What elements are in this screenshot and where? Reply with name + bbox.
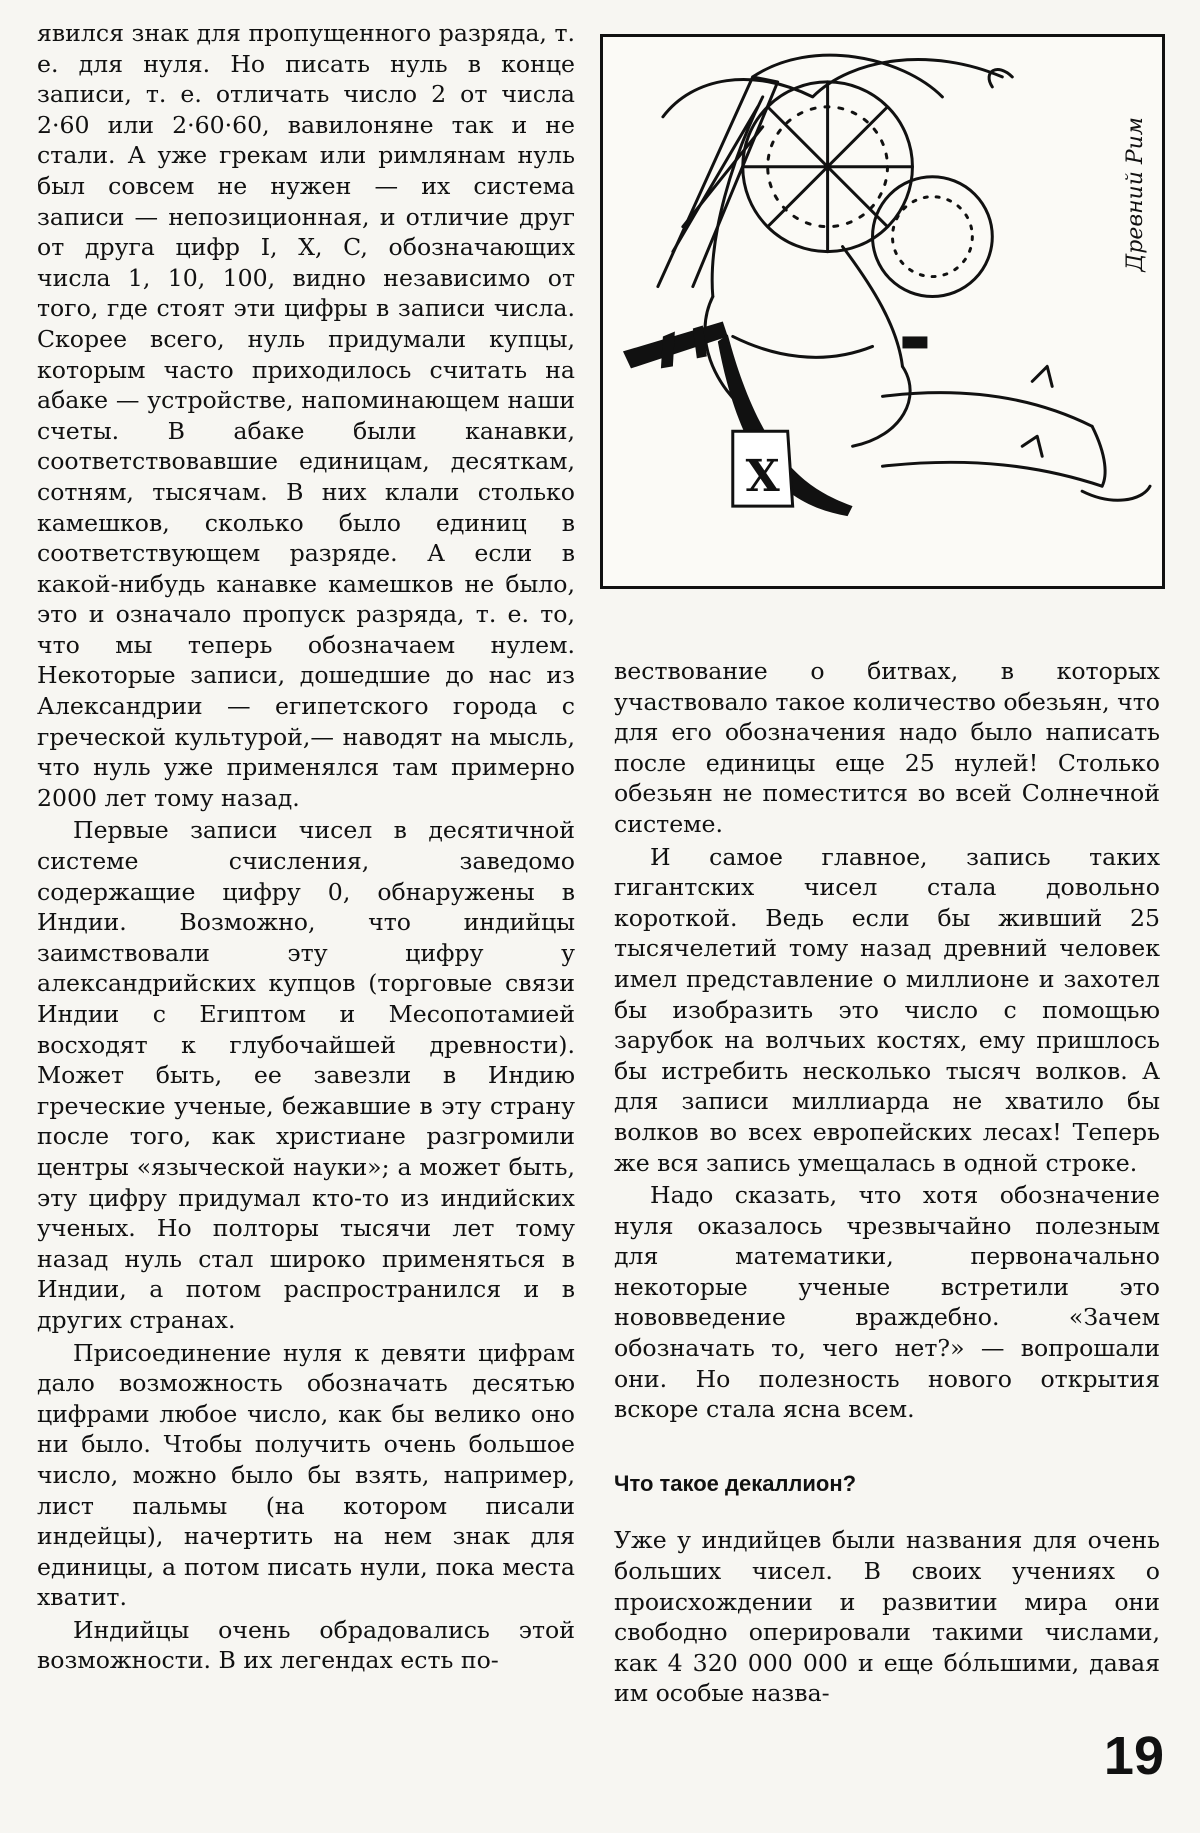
- numeral-tablet: [733, 431, 793, 506]
- illustration-drawing: [603, 37, 1162, 586]
- paragraph: Уже у индийцев были названия для очень больших чисел. В своих учениях о происхождении и развитии мира они свободно оперировали такими числами, как 4 320 000 000 и еще бóльшими, давая им особые назва-: [614, 1526, 1160, 1708]
- paragraph: Первые записи чисел в десятичной системе счисления, заведомо содержащие цифру 0, обнаружены в Индии. Возможно, что индийцы заимствовали эту цифру у александрийских купцов (торговые связи Индии с Египтом и Месопотамией восходят к глубочайшей древности). Может быть, ее завезли в Индию греческие ученые, бежавшие в эту страну после того, как христиане разгромили центры «языческой науки»; а может быть, эту цифру придумал кто-то из индийских ученых. Но полторы тысячи лет тому назад нуль стал широко применяться в Индии, а потом распространился и в других странах.: [37, 816, 575, 1334]
- illustration-caption: Древний Рим: [1123, 117, 1149, 272]
- section-heading: Что такое декаллион?: [614, 1470, 857, 1496]
- paragraph: И самое главное, запись таких гигантских чисел стала довольно короткой. Ведь если бы живший 25 тысячелетий тому назад древний человек имел представление о миллионе и захотел бы изобразить это число с помощью зарубок на волчьих костях, ему пришлось бы истребить несколько тысяч волков. А для записи миллиарда не хватило бы волков во всех европейских лесах! Теперь же вся запись умещалась в одной строке.: [614, 842, 1160, 1177]
- tablet-numeral: X: [745, 451, 780, 503]
- illustration-ancient-rome: [600, 34, 1165, 589]
- paragraph: Присоединение нуля к девяти цифрам дало возможность обозначать десятью цифрами любое число, как бы велико оно ни было. Чтобы получить очень большое число, можно было бы взять, например, лист пальмы (на котором писали индейцы), начертить на нем знак для единицы, а потом писать нули, пока места хватит.: [37, 1338, 575, 1612]
- left-column: [37, 18, 575, 1676]
- paragraph: Индийцы очень обрадовались этой возможности. В их легендах есть по-: [37, 1615, 575, 1675]
- paragraph: Надо сказать, что хотя обозначение нуля оказалось чрезвычайно полезным для математики, первоначально некоторые ученые встретили это нововведение враждебно. «Зачем обозначать то, чего нет?» — вопрошали они. Но полезность нового открытия вскоре стала ясна всем.: [614, 1181, 1160, 1424]
- paragraph: явился знак для пропущенного разряда, т. е. для нуля. Но писать нуль в конце записи, т. е. отличать число 2 от числа 2·60 или 2·60·60, вавилоняне так и не стали. А уже грекам или римлянам нуль был совсем не нужен — их система записи — непозиционная, и отличие друг от друга цифр I, X, C, обозначающих числа 1, 10, 100, видно независимо от того, где стоят эти цифры в записи числа. Скорее всего, нуль придумали купцы, которым часто приходилось считать на абаке — устройстве, напоминающем наши счеты. В абаке были канавки, соответствовавшие единицам, десяткам, сотням, тысячам. В них клали столько камешков, сколько было единиц в соответствующем разряде. А если в какой-нибудь канавке камешков не было, это и означало пропуск разряда, т. е. то, что мы теперь обозначаем нулем. Некоторые записи, дошедшие до нас из Александрии — египетского города с греческой культурой,— наводят на мысль, что нуль уже применялся там примерно 2000 лет тому назад.: [37, 19, 575, 812]
- right-column: [614, 656, 1160, 1709]
- page-number: 19: [1103, 1726, 1164, 1786]
- paragraph: вествование о битвах, в которых участвовало такое количество обезьян, что для его обозначения надо было написать после единицы еще 25 нулей! Столько обезьян не поместится во всей Солнечной системе.: [614, 657, 1160, 838]
